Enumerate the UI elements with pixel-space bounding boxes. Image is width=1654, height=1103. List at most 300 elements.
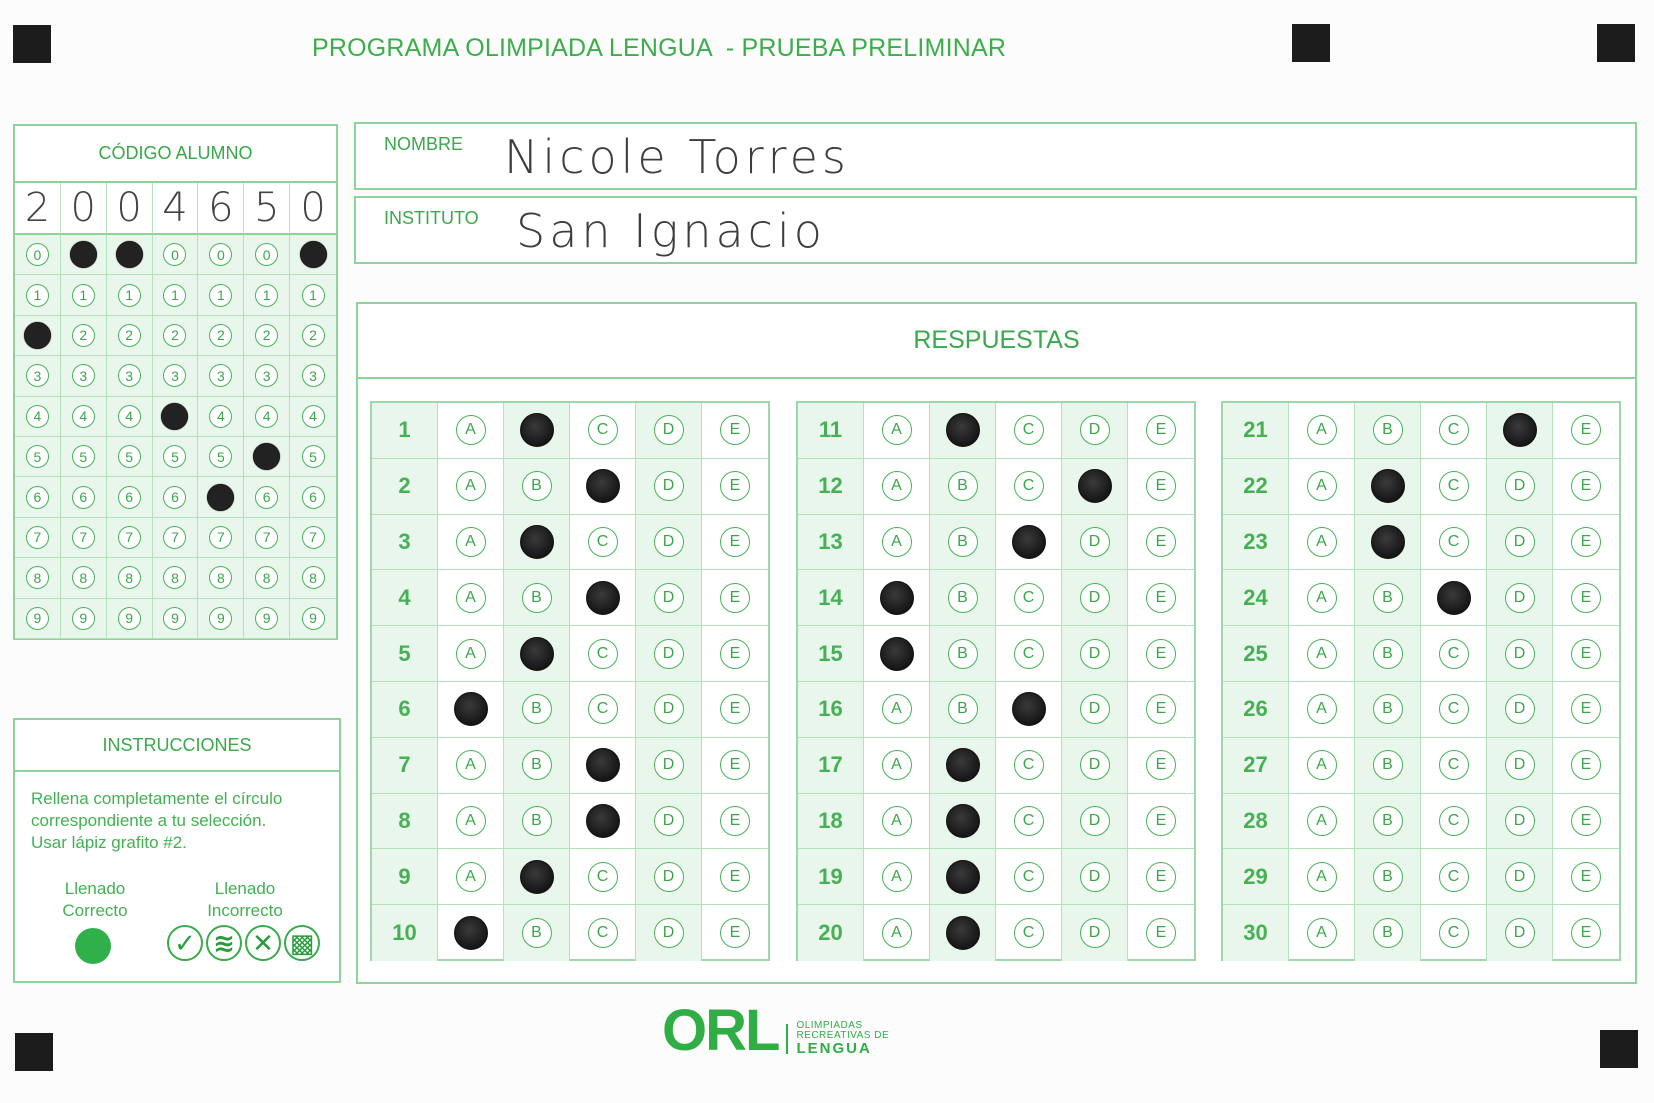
answer-bubble-c[interactable] [586,581,620,615]
code-bubble-6[interactable]: 6 [255,486,278,509]
code-bubble-9[interactable]: 9 [163,607,186,630]
code-bubble-3[interactable]: 3 [163,364,186,387]
code-bubble-7[interactable]: 7 [255,526,278,549]
answer-bubble-b[interactable]: B [1373,806,1403,836]
answer-bubble-b[interactable]: B [1373,750,1403,780]
answer-bubble-a[interactable]: A [882,862,912,892]
answer-bubble-b[interactable]: B [522,583,552,613]
answer-bubble-a[interactable]: A [882,527,912,557]
code-bubble-5[interactable] [253,443,280,470]
code-bubble-6[interactable] [207,484,234,511]
answer-bubble-e[interactable]: E [1146,527,1176,557]
answer-row [1223,849,1619,905]
code-bubble-0[interactable]: 0 [255,243,278,266]
answer-bubble-c[interactable]: C [588,918,618,948]
answer-bubble-a[interactable]: A [456,583,486,613]
name-field[interactable] [354,122,1637,190]
answer-bubble-d[interactable]: D [1080,583,1110,613]
code-bubble-0[interactable] [70,241,97,268]
code-bubble-1[interactable]: 1 [26,284,49,307]
answer-bubble-c[interactable] [1012,692,1046,726]
answer-bubble-e[interactable]: E [1571,750,1601,780]
code-bubble-5[interactable]: 5 [302,445,325,468]
answer-row [798,849,1194,905]
answer-bubble-b[interactable]: B [1373,639,1403,669]
logo-text [796,1021,889,1056]
code-cell [153,356,199,396]
answer-bubble-c[interactable]: C [1014,583,1044,613]
answer-bubble-d[interactable]: D [1505,583,1535,613]
answer-cell [996,905,1062,961]
answer-bubble-c[interactable]: C [1014,918,1044,948]
answer-row [1223,738,1619,794]
code-cell [15,316,61,356]
answer-cell [636,570,702,625]
answer-bubble-b[interactable] [946,804,980,838]
answer-cell [864,570,930,625]
code-bubble-0[interactable]: 0 [26,243,49,266]
answer-bubble-e[interactable]: E [720,694,750,724]
code-cell [107,397,153,437]
code-digit-6: 5 [244,183,290,235]
answer-bubble-e[interactable]: E [720,918,750,948]
answer-cell [504,570,570,625]
code-cell [61,235,107,275]
code-bubble-2[interactable]: 2 [255,324,278,347]
question-number: 5 [372,626,438,681]
answer-bubble-b[interactable]: B [522,694,552,724]
answer-cell [864,515,930,570]
code-bubble-2[interactable]: 2 [118,324,141,347]
answer-bubble-c[interactable] [1437,581,1471,615]
code-cell [198,356,244,396]
code-bubble-8[interactable]: 8 [302,566,325,589]
answer-bubble-c[interactable]: C [1439,527,1469,557]
answer-bubble-e[interactable]: E [720,471,750,501]
answer-cell [1128,570,1194,625]
code-bubble-2[interactable]: 2 [163,324,186,347]
answer-bubble-b[interactable]: B [1373,918,1403,948]
answers-column-1 [370,401,770,961]
answer-bubble-e[interactable]: E [1571,862,1601,892]
code-cell [198,558,244,598]
code-bubble-2[interactable]: 2 [209,324,232,347]
code-bubble-1[interactable]: 1 [72,284,95,307]
answer-bubble-e[interactable]: E [1146,750,1176,780]
answer-bubble-a[interactable]: A [456,862,486,892]
answer-cell [1355,794,1421,849]
answer-bubble-d[interactable]: D [1505,806,1535,836]
answer-bubble-d[interactable]: D [654,694,684,724]
code-cell [15,275,61,315]
code-bubble-4[interactable]: 4 [255,405,278,428]
answer-bubble-b[interactable]: B [948,527,978,557]
code-bubble-7[interactable]: 7 [26,526,49,549]
code-bubble-0[interactable] [300,241,327,268]
code-cell [290,518,336,558]
answers-panel [356,302,1637,984]
code-bubble-6[interactable]: 6 [26,486,49,509]
answer-bubble-a[interactable] [880,581,914,615]
answer-bubble-e[interactable]: E [1571,583,1601,613]
code-bubble-7[interactable]: 7 [163,526,186,549]
answer-bubble-b[interactable] [1371,525,1405,559]
answer-bubble-a[interactable]: A [882,415,912,445]
answer-bubble-d[interactable]: D [1505,918,1535,948]
answer-cell [1062,738,1128,793]
answer-bubble-d[interactable] [1078,469,1112,503]
answer-bubble-e[interactable]: E [1571,694,1601,724]
code-cell [15,356,61,396]
answer-cell [1355,459,1421,514]
answer-bubble-c[interactable]: C [588,862,618,892]
code-bubble-7[interactable]: 7 [118,526,141,549]
answer-bubble-b[interactable]: B [948,583,978,613]
answer-bubble-d[interactable]: D [654,527,684,557]
code-cell [290,477,336,517]
answer-cell [702,403,768,458]
code-bubble-2[interactable]: 2 [72,324,95,347]
code-bubble-4[interactable]: 4 [302,405,325,428]
answer-bubble-d[interactable]: D [1080,415,1110,445]
code-bubble-3[interactable]: 3 [26,364,49,387]
answer-bubble-d[interactable]: D [1505,471,1535,501]
answer-bubble-e[interactable]: E [1571,471,1601,501]
code-bubble-8[interactable]: 8 [209,566,232,589]
answer-bubble-c[interactable] [586,804,620,838]
answer-cell [1355,738,1421,793]
answer-bubble-a[interactable]: A [882,918,912,948]
answer-cell [1355,570,1421,625]
code-bubble-7[interactable]: 7 [72,526,95,549]
code-bubble-6[interactable]: 6 [302,486,325,509]
answer-bubble-c[interactable]: C [588,415,618,445]
code-bubble-5[interactable]: 5 [118,445,141,468]
answer-bubble-d[interactable]: D [1080,639,1110,669]
code-cell [61,477,107,517]
answer-bubble-a[interactable]: A [1307,415,1337,445]
answer-bubble-e[interactable]: E [1571,527,1601,557]
answer-bubble-d[interactable]: D [1080,694,1110,724]
answer-bubble-c[interactable]: C [588,639,618,669]
answer-bubble-b[interactable]: B [1373,583,1403,613]
logo-line-1: OLIMPIADAS [796,1020,863,1031]
answer-bubble-c[interactable] [1012,525,1046,559]
question-number: 11 [798,403,864,458]
answer-bubble-d[interactable]: D [1505,750,1535,780]
answer-bubble-a[interactable]: A [1307,750,1337,780]
code-cell [290,275,336,315]
answer-cell [570,738,636,793]
code-bubble-2[interactable] [24,322,51,349]
answer-bubble-c[interactable]: C [1439,471,1469,501]
answer-bubble-d[interactable] [1503,413,1537,447]
answer-bubble-e[interactable]: E [1146,806,1176,836]
answer-cell [1421,515,1487,570]
answer-bubble-a[interactable]: A [1307,694,1337,724]
answer-bubble-a[interactable]: A [1307,918,1337,948]
answer-cell [570,682,636,737]
answer-bubble-d[interactable]: D [654,415,684,445]
incorrect-fill-label-line-1: Llenado [214,879,276,898]
institute-label: INSTITUTO [384,208,479,228]
code-bubble-5[interactable]: 5 [163,445,186,468]
answer-bubble-b[interactable]: B [1373,694,1403,724]
answer-bubble-d[interactable]: D [1505,639,1535,669]
code-cell [61,316,107,356]
answer-bubble-d[interactable]: D [1080,527,1110,557]
answer-row [798,403,1194,459]
code-cell [107,437,153,477]
answer-bubble-a[interactable] [454,692,488,726]
answer-bubble-b[interactable] [520,637,554,671]
logo-line-3: LENGUA [796,1040,872,1057]
answer-cell [504,626,570,681]
answer-bubble-a[interactable]: A [1307,527,1337,557]
answer-bubble-d[interactable]: D [654,918,684,948]
answer-cell [930,849,996,904]
code-bubble-8[interactable]: 8 [255,566,278,589]
answers-column-3 [1221,401,1621,961]
answer-bubble-c[interactable]: C [1439,806,1469,836]
code-bubble-3[interactable]: 3 [302,364,325,387]
answer-bubble-e[interactable]: E [720,583,750,613]
answer-bubble-b[interactable] [520,525,554,559]
answer-bubble-c[interactable]: C [1014,806,1044,836]
code-bubble-0[interactable]: 0 [163,243,186,266]
answer-cell [1487,403,1553,458]
answer-bubble-e[interactable]: E [720,527,750,557]
code-bubble-2[interactable]: 2 [302,324,325,347]
answer-bubble-e[interactable]: E [1571,639,1601,669]
answer-bubble-e[interactable]: E [1146,862,1176,892]
answer-bubble-d[interactable]: D [654,639,684,669]
answer-bubble-c[interactable]: C [1439,639,1469,669]
answer-bubble-a[interactable]: A [456,527,486,557]
answer-bubble-a[interactable]: A [456,415,486,445]
answer-bubble-b[interactable]: B [948,471,978,501]
answer-cell [1128,794,1194,849]
answer-bubble-c[interactable]: C [1014,750,1044,780]
answer-bubble-c[interactable]: C [1014,415,1044,445]
answer-bubble-e[interactable]: E [720,862,750,892]
answer-bubble-d[interactable]: D [1505,527,1535,557]
answer-cell [864,849,930,904]
answer-cell [504,905,570,961]
code-cell [15,599,61,639]
answer-bubble-b[interactable] [1371,469,1405,503]
answer-bubble-d[interactable]: D [1080,806,1110,836]
answer-bubble-e[interactable]: E [1146,415,1176,445]
answer-bubble-a[interactable]: A [456,750,486,780]
code-bubble-3[interactable]: 3 [209,364,232,387]
answer-bubble-b[interactable]: B [948,639,978,669]
code-bubble-1[interactable]: 1 [209,284,232,307]
answer-bubble-d[interactable]: D [654,862,684,892]
answer-bubble-b[interactable] [946,916,980,950]
answer-bubble-b[interactable]: B [948,694,978,724]
code-bubble-7[interactable]: 7 [302,526,325,549]
answer-cell [1062,682,1128,737]
answer-bubble-b[interactable]: B [522,471,552,501]
answer-bubble-b[interactable] [520,413,554,447]
answer-bubble-d[interactable]: D [1080,918,1110,948]
code-bubble-8[interactable]: 8 [26,566,49,589]
answer-bubble-c[interactable]: C [1439,415,1469,445]
question-number: 10 [372,905,438,961]
answer-bubble-e[interactable]: E [720,750,750,780]
answer-bubble-a[interactable]: A [882,750,912,780]
answer-cell [438,849,504,904]
answer-bubble-e[interactable]: E [1146,918,1176,948]
answer-bubble-a[interactable] [880,637,914,671]
answer-bubble-b[interactable] [946,748,980,782]
code-digit-2: 0 [61,183,107,235]
answer-cell [1553,570,1619,625]
answer-bubble-c[interactable]: C [1014,862,1044,892]
answer-cell [1421,626,1487,681]
code-bubble-9[interactable]: 9 [72,607,95,630]
student-code-header: CÓDIGO ALUMNO [15,126,336,183]
code-bubble-4[interactable]: 4 [118,405,141,428]
code-bubble-0[interactable]: 0 [209,243,232,266]
answer-bubble-e[interactable]: E [720,639,750,669]
answer-bubble-b[interactable] [946,860,980,894]
answer-bubble-d[interactable]: D [654,750,684,780]
answer-bubble-e[interactable]: E [720,806,750,836]
code-bubble-1[interactable]: 1 [302,284,325,307]
answer-cell [996,515,1062,570]
code-bubble-1[interactable]: 1 [163,284,186,307]
code-bubble-4[interactable]: 4 [209,405,232,428]
answer-bubble-a[interactable]: A [1307,862,1337,892]
answer-bubble-d[interactable]: D [1505,862,1535,892]
answer-bubble-a[interactable]: A [456,639,486,669]
code-bubble-3[interactable]: 3 [72,364,95,387]
answer-bubble-a[interactable]: A [882,471,912,501]
answer-bubble-e[interactable]: E [1571,415,1601,445]
answer-bubble-b[interactable]: B [1373,862,1403,892]
answer-cell [1062,515,1128,570]
answer-bubble-a[interactable]: A [882,694,912,724]
code-bubble-4[interactable] [161,403,188,430]
answer-bubble-e[interactable]: E [1571,806,1601,836]
answer-cell [864,794,930,849]
code-bubble-7[interactable]: 7 [209,526,232,549]
answer-bubble-b[interactable]: B [522,750,552,780]
code-bubble-8[interactable]: 8 [72,566,95,589]
code-bubble-3[interactable]: 3 [255,364,278,387]
question-number: 24 [1223,570,1289,625]
code-bubble-8[interactable]: 8 [118,566,141,589]
code-bubble-6[interactable]: 6 [118,486,141,509]
answer-bubble-b[interactable]: B [522,806,552,836]
answer-bubble-d[interactable]: D [1505,694,1535,724]
answer-bubble-d[interactable]: D [654,471,684,501]
code-cell [290,235,336,275]
code-bubble-5[interactable]: 5 [209,445,232,468]
answer-bubble-c[interactable]: C [1014,639,1044,669]
answer-cell [636,738,702,793]
answer-bubble-a[interactable]: A [1307,639,1337,669]
answer-bubble-c[interactable] [586,469,620,503]
answer-cell [1128,849,1194,904]
answer-cell [702,682,768,737]
answer-bubble-e[interactable]: E [1146,583,1176,613]
answer-bubble-b[interactable]: B [522,918,552,948]
question-number: 16 [798,682,864,737]
answer-cell [1355,515,1421,570]
answer-bubble-e[interactable]: E [1146,694,1176,724]
answer-bubble-c[interactable]: C [1439,694,1469,724]
answer-cell [1128,459,1194,514]
code-bubble-0[interactable] [116,241,143,268]
answer-bubble-a[interactable]: A [456,471,486,501]
answer-bubble-d[interactable]: D [654,583,684,613]
code-cell [198,477,244,517]
answer-bubble-a[interactable]: A [882,806,912,836]
code-bubble-9[interactable]: 9 [209,607,232,630]
answer-bubble-c[interactable]: C [588,694,618,724]
answer-bubble-c[interactable]: C [1439,750,1469,780]
answer-bubble-a[interactable]: A [1307,583,1337,613]
code-cell [290,356,336,396]
answer-cell [702,794,768,849]
answer-bubble-a[interactable] [454,916,488,950]
code-bubble-9[interactable]: 9 [26,607,49,630]
code-bubble-6[interactable]: 6 [72,486,95,509]
answer-bubble-c[interactable]: C [588,527,618,557]
answer-bubble-e[interactable]: E [1571,918,1601,948]
answer-cell [438,459,504,514]
answer-bubble-d[interactable]: D [1080,750,1110,780]
answer-cell [636,794,702,849]
answer-bubble-d[interactable]: D [654,806,684,836]
answer-bubble-e[interactable]: E [720,415,750,445]
answer-bubble-b[interactable] [520,860,554,894]
code-cell [244,558,290,598]
answer-bubble-e[interactable]: E [1146,639,1176,669]
code-bubble-3[interactable]: 3 [118,364,141,387]
code-bubble-5[interactable]: 5 [72,445,95,468]
answer-bubble-a[interactable]: A [1307,806,1337,836]
code-bubble-9[interactable]: 9 [255,607,278,630]
code-bubble-1[interactable]: 1 [255,284,278,307]
code-bubble-4[interactable]: 4 [26,405,49,428]
answer-bubble-e[interactable]: E [1146,471,1176,501]
answer-bubble-a[interactable]: A [456,806,486,836]
answer-cell [1553,403,1619,458]
answer-bubble-c[interactable]: C [1439,918,1469,948]
code-bubble-1[interactable]: 1 [118,284,141,307]
code-bubble-8[interactable]: 8 [163,566,186,589]
institute-field[interactable] [354,196,1637,264]
code-bubble-5[interactable]: 5 [26,445,49,468]
answer-bubble-c[interactable]: C [1439,862,1469,892]
answer-bubble-a[interactable]: A [1307,471,1337,501]
answer-bubble-b[interactable]: B [1373,415,1403,445]
code-bubble-9[interactable]: 9 [118,607,141,630]
code-bubble-9[interactable]: 9 [302,607,325,630]
answer-bubble-c[interactable] [586,748,620,782]
answer-bubble-d[interactable]: D [1080,862,1110,892]
answer-cell [996,794,1062,849]
answer-bubble-c[interactable]: C [1014,471,1044,501]
incorrect-fill-examples [167,925,320,961]
code-bubble-6[interactable]: 6 [163,486,186,509]
answer-bubble-b[interactable] [946,413,980,447]
code-bubble-4[interactable]: 4 [72,405,95,428]
